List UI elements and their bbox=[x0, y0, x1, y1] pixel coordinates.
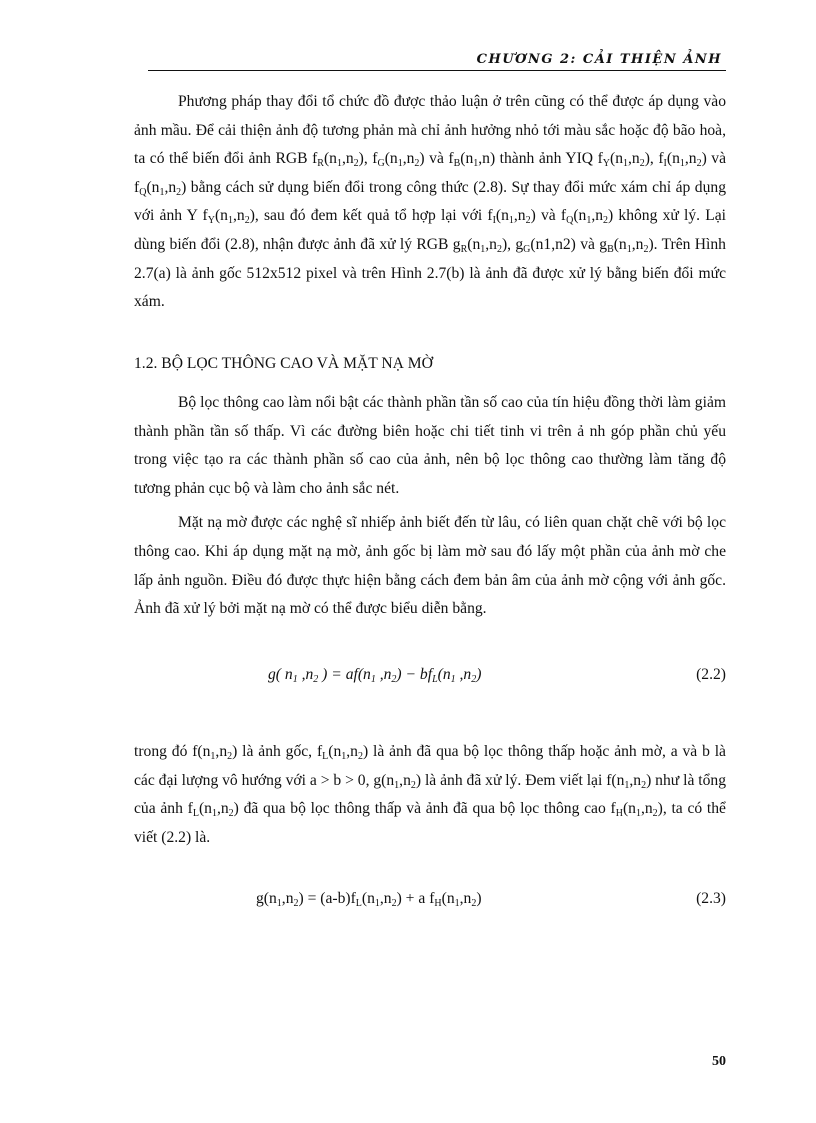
paragraph-highpass: Bộ lọc thông cao làm nổi bật các thành phần tần số cao của tín hiệu đồng thời làm giảm thành phần tần số thấp. Vì các đường biên hoặc chi tiết tinh vi trên ả nh góp phần chủ yếu trong việc tạo ra các thành phần số cao của ảnh, nên bộ lọc thông cao thường làm tăng độ tương phản cục bộ và làm cho ảnh sắc nét. bbox=[134, 394, 726, 497]
section-heading: 1.2. BỘ LỌC THÔNG CAO VÀ MẶT NẠ MỜ bbox=[134, 355, 433, 372]
running-header bbox=[148, 52, 726, 71]
equation-2-3 bbox=[134, 890, 726, 914]
equation-expression: $g(n_1,n_2) = (a-b)f_L(n_1,n_2) + a$ $f_H(n_1,n_2)$ bbox=[256, 890, 482, 909]
paragraph-4: trong đó $f(n_1,n_2)$ là ảnh gốc, $f_L(n_1,n_2)$ là ảnh đã qua bộ lọc thông thấp hoặc ảnh mờ, a và b là các đại lượng vô hướng với a > b > 0, $g(n_1,n_2)$ là ảnh đã xử lý. Đem viết lại $f(n_1,n_2)$ như là tổng của ảnh $f_L(n_1,n_2)$ đã qua bộ lọc thông thấp và ảnh đã qua bộ lọc thông cao $f_H(n_1,n_2)$, ta có thể viết (2.2) là. bbox=[134, 743, 727, 846]
page-number: 50 bbox=[712, 1054, 726, 1069]
section-body bbox=[134, 389, 726, 624]
equation-expression: g( $n_1$ $,n_2$ ) = $af(n_1$ $,n_2) - bf_L(n_1$ $,n_2$) bbox=[268, 666, 482, 685]
paragraph-unsharp-mask: Mặt nạ mờ được các nghệ sĩ nhiếp ảnh biết đến từ lâu, có liên quan chặt chẽ với bộ lọc thông cao. Khi áp dụng mặt nạ mờ, ảnh gốc bị làm mờ sau đó lấy một phần của ảnh mờ che lấp ảnh nguồn. Điều đó được thực hiện bằng cách đem bản âm của ảnh mờ cộng với ảnh gốc. Ảnh đã xử lý bởi mặt nạ mờ có thể được biểu diễn bằng. bbox=[134, 514, 726, 618]
running-title: CHƯƠNG 2: CẢI THIỆN ẢNH bbox=[476, 52, 722, 67]
equation-number: (2.2) bbox=[696, 666, 726, 683]
paragraph-rgb-yiq bbox=[134, 88, 726, 317]
paragraph-1: Phương pháp thay đổi tổ chức đồ được thảo luận ở trên cũng có thể được áp dụng vào ảnh mầu. Để cải thiện ảnh độ tương phản mà chỉ ảnh hưởng nhỏ tới màu sắc hoặc độ bão hoà, ta có thể biến đổi ảnh RGB $f_R(n_1,n_2)$, $f_G(n_1,n_2)$ và $f_B(n_1,n)$ thành ảnh YIQ $f_Y(n_1,n_2)$, $f_I(n_1,n_2)$ và $f_Q(n_1,n_2)$ bằng cách sử dụng biến đổi trong công thức (2.8). Sự thay đổi mức xám chỉ áp dụng với ảnh Y $f_Y(n_1,n_2)$, sau đó đem kết quả tổ hợp lại với $f_I(n_1,n_2)$ và $f_Q(n_1,n_2)$ không xử lý. Lại dùng biến đổi (2.8), nhận được ảnh đã xử lý RGB $g_R(n_1,n_2)$, $g_G(n1,n2)$ và $g_B(n_1,n_2)$. Trên Hình 2.7(a) là ảnh gốc 512x512 pixel và trên Hình 2.7(b) là ảnh đã được xử lý bằng biến đổi mức xám. bbox=[134, 93, 727, 311]
equation-2-2 bbox=[134, 666, 726, 690]
paragraph-decomposition bbox=[134, 738, 726, 852]
equation-number: (2.3) bbox=[696, 890, 726, 907]
